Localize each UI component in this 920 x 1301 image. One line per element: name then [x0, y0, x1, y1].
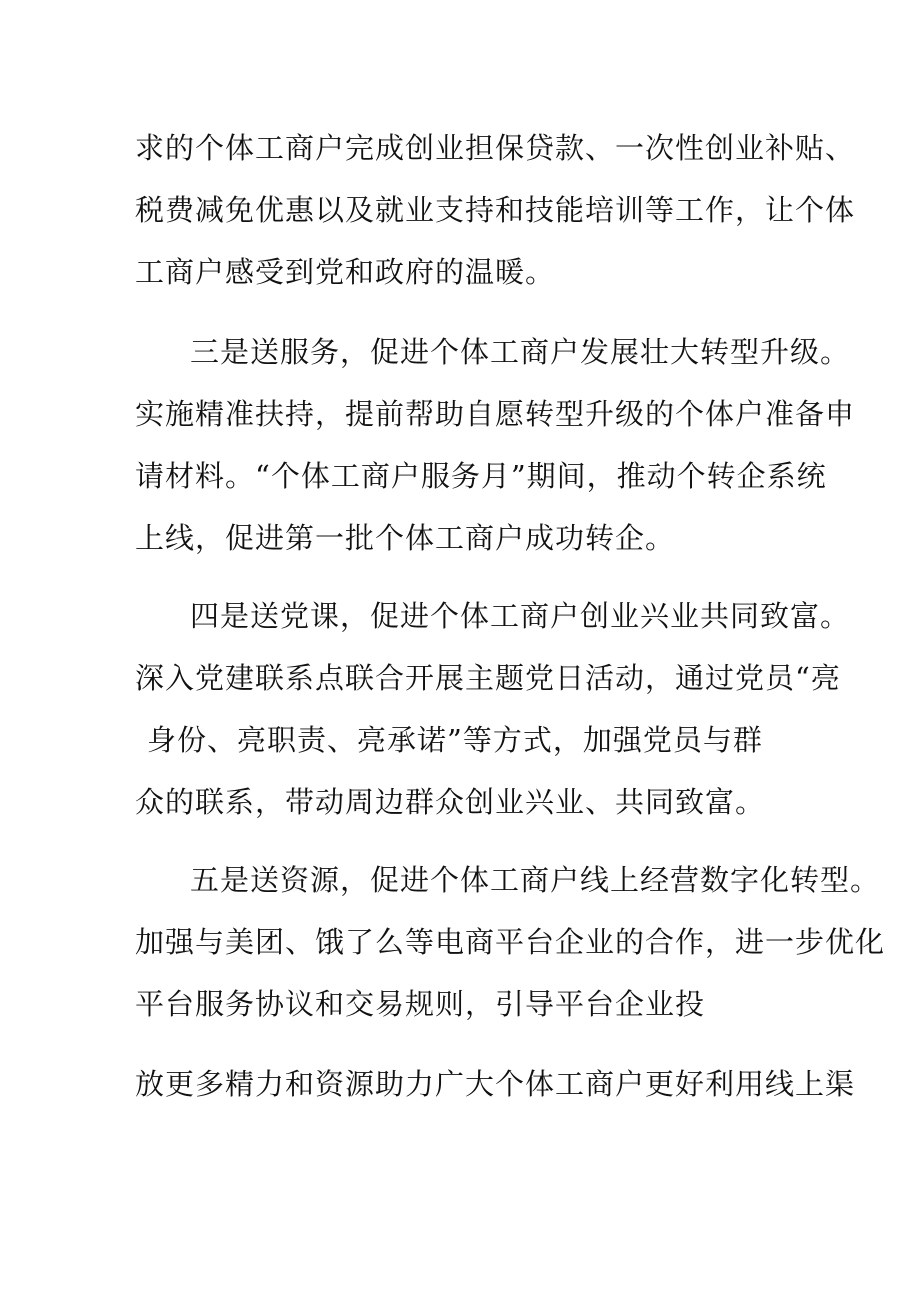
section-heading: 四是送党课，促进个体工商户创业兴业共同致富。 [190, 599, 851, 633]
text-line: 上线，促进第一批个体工商户成功转企。 [135, 521, 676, 555]
section-heading: 五是送资源，促进个体工商户线上经营数字化转型。 [190, 863, 881, 897]
text-line: 放更多精力和资源助力广大个体工商户更好利用线上渠 [135, 1067, 856, 1101]
text-line: 请材料。“个体工商户服务月”期间，推动个转企系统 [135, 459, 827, 493]
text-line: 实施精准扶持，提前帮助自愿转型升级的个体户准备申 [135, 397, 856, 431]
text-line: 税费减免优惠以及就业支持和技能培训等工作，让个体 [135, 193, 856, 227]
text-line: 工商户感受到党和政府的温暖。 [135, 255, 556, 289]
section-heading: 三是送服务，促进个体工商户发展壮大转型升级。 [190, 335, 851, 369]
text-line: 求的个体工商户完成创业担保贷款、一次性创业补贴、 [135, 131, 856, 165]
text-line: 平台服务协议和交易规则，引导平台企业投 [135, 987, 706, 1021]
text-line: 加强与美团、饿了么等电商平台企业的合作，进一步优化 [135, 925, 886, 959]
text-line: 众的联系，带动周边群众创业兴业、共同致富。 [135, 785, 766, 819]
text-line: 深入党建联系点联合开展主题党日活动，通过党员“亮 [135, 661, 841, 695]
text-line: 身份、亮职责、亮承诺”等方式，加强党员与群 [147, 723, 763, 757]
